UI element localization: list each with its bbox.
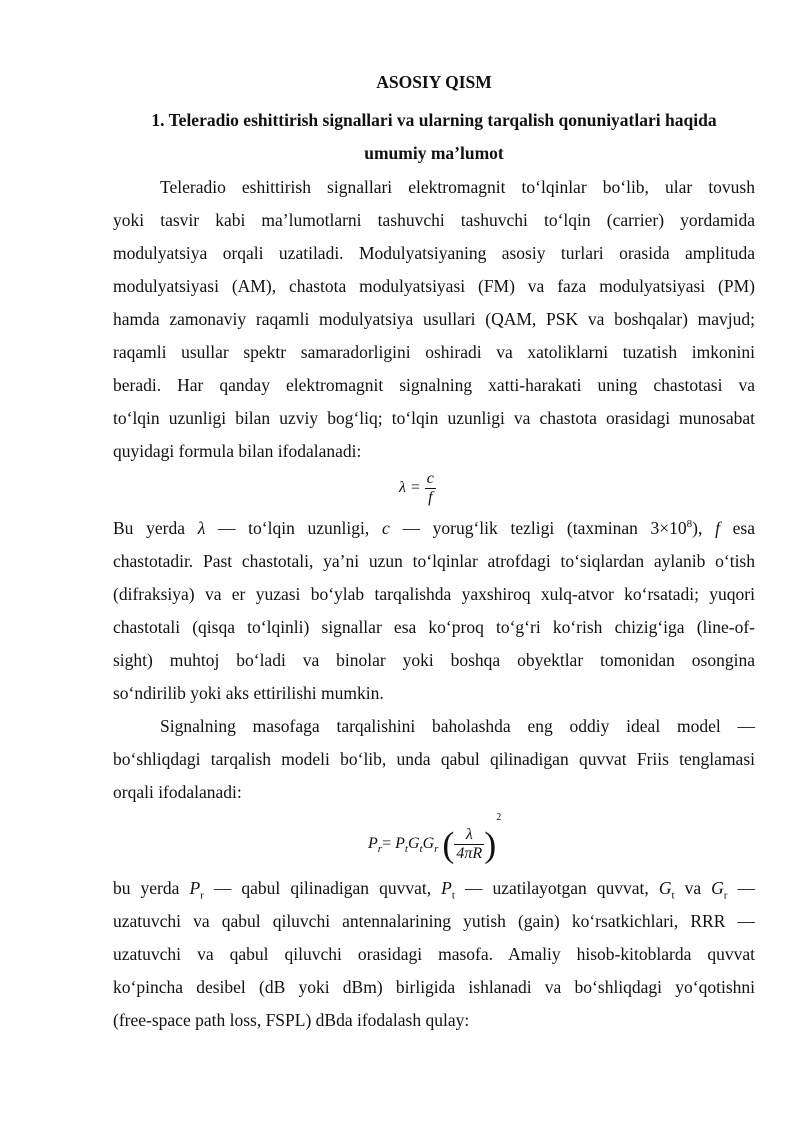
para1-line: Teleradio eshittirish signallari elektromagnit to‘lqinlar bo‘lib, ular tovush bbox=[160, 177, 755, 197]
para3-line: orqali ifodalanadi: bbox=[113, 782, 242, 802]
para2-line: chastotali (qisqa to‘lqinli) signallar esa ko‘proq to‘g‘ri ko‘rish chizig‘iga (line-of- bbox=[113, 617, 755, 637]
formula1-numerator: c bbox=[426, 470, 434, 487]
friis-fraction: $\frac{\lambda}{4\pi R}$ bbox=[456, 825, 483, 862]
heading: ASOSIY QISM bbox=[376, 72, 492, 92]
para1-line: modulyatsiyasi (AM), chastota modulyatsiyasi (FM) va faza modulyatsiyasi (PM) bbox=[113, 276, 755, 296]
wavelength-formula bbox=[399, 470, 436, 507]
formula1-fraction bbox=[425, 470, 436, 507]
section-title-line2: umumiy ma’lumot bbox=[364, 143, 504, 163]
para2-line: Bu yerda λ — to‘lqin uzunligi, c — yorug‘lik tezligi (taxminan $3\times 10^8$), f esa bbox=[113, 518, 755, 538]
formula1-lhs: λ = bbox=[399, 479, 421, 497]
para1-line: yoki tasvir kabi ma’lumotlarni tashuvchi tashuvchi to‘lqin (carrier) yordamida bbox=[113, 210, 755, 230]
para1-line: raqamli usullar spektr samaradorligini oshiradi va xatoliklarni tuzatish imkonini bbox=[113, 342, 755, 362]
friis-formula: $P_r= P_tG_tG_r$ ( $\frac{\lambda}{4\pi R}$ )$^2$ bbox=[368, 812, 502, 865]
para4-line: uzatuvchi va qabul qiluvchi antennalarining yutish (gain) ko‘rsatkichlari, RRR — bbox=[113, 911, 755, 931]
para4-line: uzatuvchi va qabul qiluvchi orasidagi masofa. Amaliy hisob-kitoblarda quvvat bbox=[113, 944, 755, 964]
para2-line: (difraksiya) va er yuzasi bo‘ylab tarqalishda yaxshiroq xulq-atvor ko‘rsatadi; yuqori bbox=[113, 584, 755, 604]
para1-line: quyidagi formula bilan ifodalanadi: bbox=[113, 441, 362, 461]
para1-line: beradi. Har qanday elektromagnit signalning xatti-harakati uning chastotasi va bbox=[113, 375, 755, 395]
para1-line: to‘lqin uzunligi bilan uzviy bog‘liq; to‘lqin uzunligi va chastota orasidagi munosabat bbox=[113, 408, 755, 428]
para3-line: Signalning masofaga tarqalishini baholashda eng oddiy ideal model — bbox=[160, 716, 755, 736]
section-title-line1: 1. Teleradio eshittirish signallari va ularning tarqalish qonuniyatlari haqida bbox=[151, 110, 717, 130]
para4-line: ko‘pincha desibel (dB yoki dBm) birligida ishlanadi va bo‘shliqdagi yo‘qotishni bbox=[113, 977, 755, 997]
para2-line: so‘ndirilib yoki aks ettirilishi mumkin. bbox=[113, 683, 384, 703]
formula1-denominator: f bbox=[425, 488, 436, 507]
para2-line: chastotadir. Past chastotali, ya’ni uzun to‘lqinlar atrofdagi to‘siqlardan aylanib o‘tish bbox=[113, 551, 755, 571]
para1-line: hamda zamonaviy raqamli modulyatsiya usullari (QAM, PSK va boshqalar) mavjud; bbox=[113, 309, 755, 329]
para3-line: bo‘shliqdagi tarqalish modeli bo‘lib, unda qabul qilinadigan quvvat Friis tenglamasi bbox=[113, 749, 755, 769]
para2-line: sight) muhtoj bo‘ladi va binolar yoki boshqa obyektlar tomonidan osongina bbox=[113, 650, 755, 670]
para4-line: (free-space path loss, FSPL) dBda ifodalash qulay: bbox=[113, 1010, 470, 1030]
para4-line: bu yerda $P_r$ — qabul qilinadigan quvvat, $P_t$ — uzatilayotgan quvvat, $G_t$ va $G_r$ — bbox=[113, 878, 755, 902]
para1-line: modulyatsiya orqali uzatiladi. Modulyatsiyaning asosiy turlari orasida amplituda bbox=[113, 243, 755, 263]
